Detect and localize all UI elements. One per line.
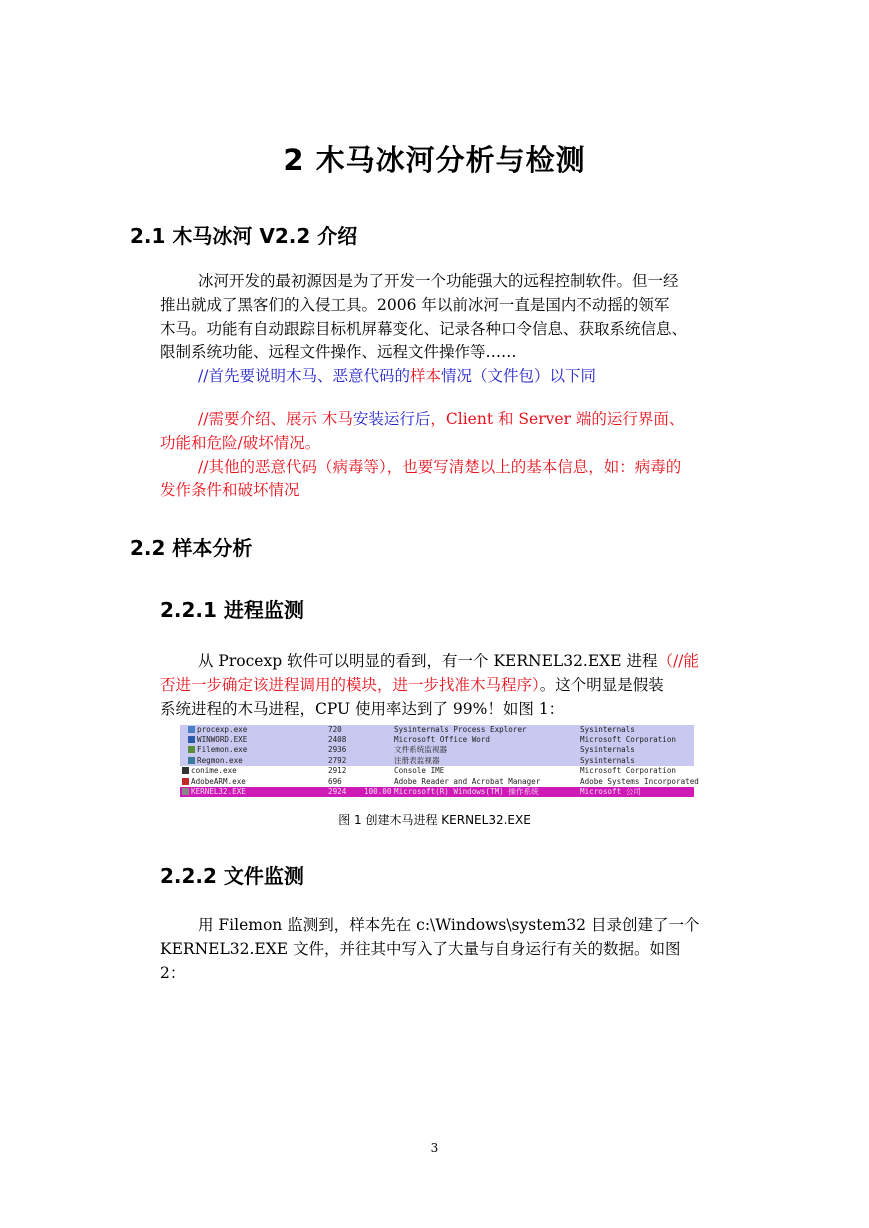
process-company-cell: Microsoft Corporation <box>580 766 677 776</box>
process-desc-cell: 注册表监视器 <box>394 755 440 765</box>
process-name-cell: WINWORD.EXE <box>197 734 248 744</box>
note-sample-line: //首先要说明木马、恶意代码的样本情况（文件包）以下同 <box>198 367 596 386</box>
section-2-1-heading: 2.1 木马冰河 V2.2 介绍 <box>130 224 358 248</box>
process-pid-cell: 2408 <box>328 734 347 744</box>
process-desc-cell: Console IME <box>394 766 445 776</box>
process-company-cell: Adobe Systems Incorporated <box>580 776 699 786</box>
process-name-cell: procexp.exe <box>197 724 248 734</box>
process-desc-cell: Adobe Reader and Acrobat Manager <box>394 776 541 786</box>
intro-line-3: 木马。功能有自动跟踪目标机屏幕变化、记录各种口令信息、获取系统信息、 <box>160 319 688 338</box>
process-pid-cell: 2912 <box>328 766 347 776</box>
note-runtime-paragraph: //需要介绍、展示 木马安装运行后，Client 和 Server 端的运行界面、 功能和危险/破坏情况。 //其他的恶意代码（病毒等），也要写清楚以上的基本信息，如：病毒的 发作条件和破坏情况 <box>160 410 685 500</box>
intro-line-2: 推出就成了黑客们的入侵工具。2006 年以前冰河一直是国内不动摇的领军 <box>160 295 670 314</box>
process-row <box>180 766 694 776</box>
process-row <box>180 787 694 797</box>
adobe-icon <box>182 778 189 785</box>
process-company-cell: Sysinternals <box>580 755 635 765</box>
process-pid-cell: 2936 <box>328 745 347 755</box>
process-desc-cell: Microsoft(R) Windows(TM) 操作系统 <box>394 786 539 796</box>
app-icon <box>182 788 189 795</box>
process-desc-cell: Microsoft Office Word <box>394 734 491 744</box>
process-name-cell: conime.exe <box>191 766 237 776</box>
process-name-cell: KERNEL32.EXE <box>191 786 246 796</box>
section-2-2-2-heading: 2.2.2 文件监测 <box>160 864 304 888</box>
intro-paragraph <box>160 270 738 389</box>
intro-line-4: 限制系统功能、远程文件操作、远程文件操作等…… <box>160 343 517 362</box>
process-name-cell: Filemon.exe <box>197 745 248 755</box>
gear-icon <box>188 726 195 733</box>
process-name-cell: Regmon.exe <box>197 755 243 765</box>
process-row <box>180 756 694 766</box>
file-monitor-paragraph: 用 Filemon 监测到，样本先在 c:\Windows\system32 目录创建了一个 KERNEL32.EXE 文件，并往其中写入了大量与自身运行有关的数据。如图 2： <box>160 916 700 982</box>
process-explorer-screenshot <box>180 724 699 800</box>
chapter-title: 2 木马冰河分析与检测 <box>283 143 586 177</box>
process-company-cell: Microsoft 公司 <box>580 786 641 796</box>
process-row <box>180 735 694 745</box>
process-paragraph: 从 Procexp 软件可以明显的看到，有一个 KERNEL32.EXE 进程（//能 否进一步确定该进程调用的模块，进一步找准木马程序）。这个明显是假装 系统进程的木马进程，CPU 使用率达到了 99%！如图 1： <box>160 652 699 718</box>
process-cpu-cell: 100.00 <box>364 786 392 796</box>
file-monitor-icon <box>188 746 195 753</box>
word-icon <box>188 736 195 743</box>
process-pid-cell: 696 <box>328 776 342 786</box>
process-name-cell: AdobeARM.exe <box>191 776 246 786</box>
process-pid-cell: 2792 <box>328 755 347 765</box>
process-row <box>180 776 699 787</box>
registry-icon <box>188 757 195 764</box>
process-desc-cell: 文件系统监视器 <box>394 745 448 755</box>
process-company-cell: Sysinternals <box>580 724 635 734</box>
process-pid-cell: 720 <box>328 724 342 734</box>
process-pid-cell: 2924 <box>328 786 347 796</box>
section-2-2-1-heading: 2.2.1 进程监测 <box>160 598 304 622</box>
process-desc-cell: Sysinternals Process Explorer <box>394 724 527 734</box>
intro-line-1: 冰河开发的最初源因是为了开发一个功能强大的远程控制软件。但一经 <box>198 272 679 290</box>
process-company-cell: Sysinternals <box>580 745 635 755</box>
figure-1-caption: 图 1 创建木马进程 KERNEL32.EXE <box>338 813 531 827</box>
process-row <box>180 745 694 755</box>
section-2-2-heading: 2.2 样本分析 <box>130 536 253 560</box>
page-number: 3 <box>430 1141 439 1155</box>
process-company-cell: Microsoft Corporation <box>580 734 677 744</box>
ime-icon <box>182 767 189 774</box>
process-row <box>180 725 694 735</box>
